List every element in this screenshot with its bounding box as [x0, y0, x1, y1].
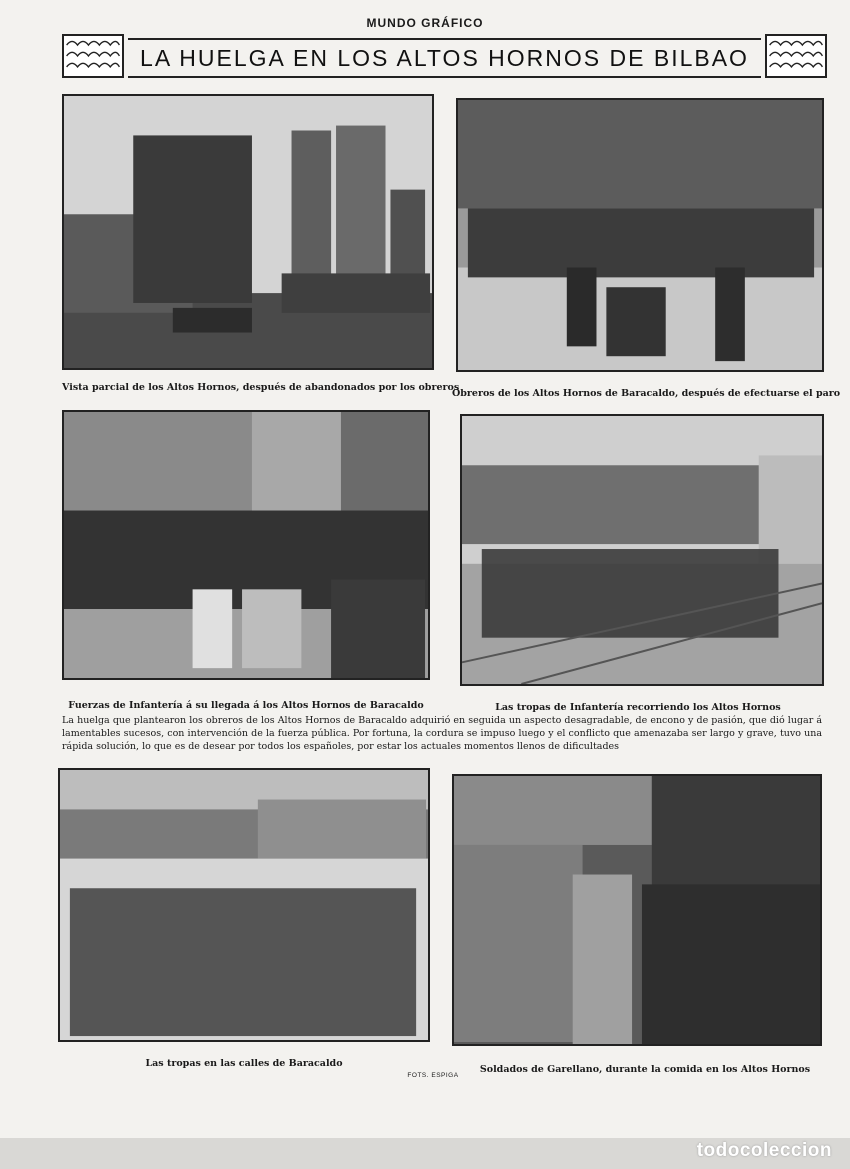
- caption-photo-5: Las tropas en las calles de Baracaldo: [145, 1058, 343, 1069]
- ornament-right-icon: [765, 34, 827, 78]
- ornament-left-icon: [62, 34, 124, 78]
- photo-workers: [456, 98, 824, 372]
- article-text: La huelga que plantearon los obreros de los Altos Hornos de Baracaldo adquirió en seguida un aspecto desagradable, de encono y de pasión, que dió lugar á lamentables sucesos, con intervención de la fuerza pública. Por fortuna, la cordura se impuso luego y el conflicto que amenazaba ser largo y grave, tuvo una rápida solución, lo que es de desear por todos los españoles, por estar los actuales momentos llenos de dificultades: [62, 715, 822, 752]
- headline-banner: [62, 34, 827, 78]
- magazine-name: MUNDO GRÁFICO: [366, 16, 484, 30]
- photo-furnaces: [62, 94, 434, 370]
- photo-troops-patrol: [460, 414, 824, 686]
- caption-photo-2: Obreros de los Altos Hornos de Baracaldo, después de efectuarse el paro: [452, 388, 841, 399]
- photo-credit: FOTS. ESPIGA: [407, 1072, 459, 1079]
- watermark: todocoleccion: [696, 1140, 832, 1161]
- caption-photo-4: Las tropas de Infantería recorriendo los Altos Hornos: [495, 702, 781, 713]
- headline-text: LA HUELGA EN LOS ALTOS HORNOS DE BILBAO: [140, 44, 749, 71]
- caption-photo-6: Soldados de Garellano, durante la comida en los Altos Hornos: [479, 1064, 811, 1075]
- caption-photo-1: Vista parcial de los Altos Hornos, después de abandonados por los obreros: [62, 382, 460, 393]
- caption-photo-3: Fuerzas de Infantería á su llegada á los Altos Hornos de Baracaldo: [68, 700, 424, 711]
- photo-troops-streets: [58, 768, 430, 1042]
- photo-soldiers-meal: [452, 774, 822, 1046]
- photo-infantry-arrival: [62, 410, 430, 680]
- headline-frame: [128, 38, 761, 78]
